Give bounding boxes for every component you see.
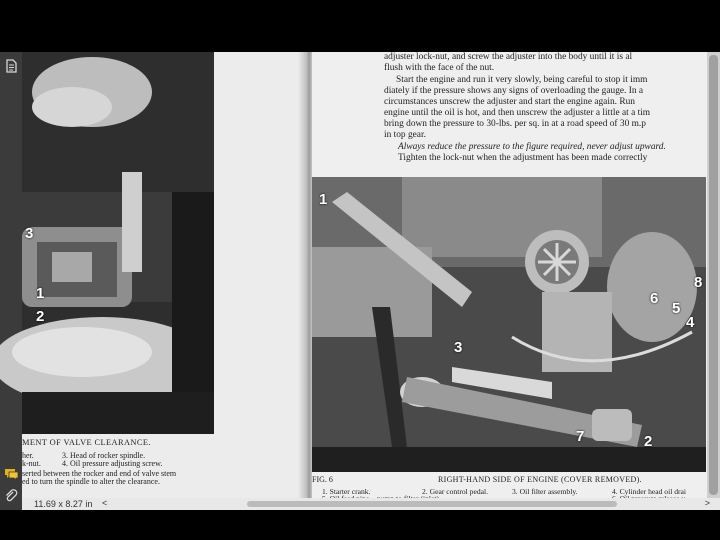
engine-photo bbox=[312, 177, 706, 472]
left-callout-1: 1 bbox=[36, 285, 45, 302]
body-line: circumstances unscrew the adjuster and start the engine again. Run bbox=[384, 97, 635, 107]
vertical-scroll-thumb[interactable] bbox=[709, 55, 718, 495]
right-callout-3: 3 bbox=[454, 339, 463, 356]
page-size-label: 11.69 x 8.27 in bbox=[34, 499, 93, 509]
body-line: Always reduce the pressure to the figure required, never adjust upward. bbox=[398, 142, 666, 152]
left-caption-line: 4. Oil pressure adjusting screw. bbox=[62, 459, 163, 468]
horizontal-scroll-thumb[interactable] bbox=[247, 501, 617, 507]
legend-item: 2. Gear control pedal. bbox=[422, 487, 488, 496]
legend-item: 3. Oil filter assembly. bbox=[512, 487, 578, 496]
body-line: bring down the pressure to 30-lbs. per sq. in at a road speed of 30 m.p bbox=[384, 119, 646, 129]
sidebar bbox=[0, 52, 22, 510]
left-caption-line: serted between the rocker and end of valve stem bbox=[22, 469, 177, 478]
scroll-right-arrow[interactable]: > bbox=[704, 498, 710, 508]
legend-item: 1. Starter crank. bbox=[322, 487, 371, 496]
pages-icon[interactable] bbox=[3, 58, 19, 74]
left-caption-line: k-nut. bbox=[22, 459, 41, 468]
left-caption-line: 3. Head of rocker spindle. bbox=[62, 451, 146, 460]
attachment-icon[interactable] bbox=[3, 488, 19, 504]
body-line: in top gear. bbox=[384, 130, 426, 140]
body-line: flush with the face of the nut. bbox=[384, 63, 495, 73]
right-callout-5: 5 bbox=[672, 300, 681, 317]
body-line: adjuster lock-nut, and screw the adjuster into the body until it is al bbox=[384, 52, 633, 62]
legend-item: 4. Cylinder head oil drai bbox=[612, 487, 687, 496]
bottom-black-bar bbox=[0, 510, 720, 540]
right-callout-1: 1 bbox=[319, 191, 328, 208]
body-line: Start the engine and run it very slowly, being careful to stop it imm bbox=[396, 75, 648, 85]
document-viewer[interactable] bbox=[22, 52, 720, 498]
left-callout-2: 2 bbox=[36, 308, 45, 325]
left-caption-line: ed to turn the spindle to alter the clearance. bbox=[22, 477, 160, 486]
right-callout-7: 7 bbox=[576, 428, 585, 445]
right-callout-6: 6 bbox=[650, 290, 659, 307]
left-callout-3: 3 bbox=[25, 225, 34, 242]
scroll-left-arrow[interactable]: < bbox=[102, 498, 108, 508]
left-page bbox=[22, 52, 307, 498]
left-caption-line: her. bbox=[22, 451, 34, 460]
left-caption-title: MENT OF VALVE CLEARANCE. bbox=[22, 438, 151, 447]
valve-clearance-photo bbox=[22, 52, 214, 434]
body-line: Tighten the lock-nut when the adjustment has been made correctly bbox=[398, 153, 648, 163]
fig-title: RIGHT-HAND SIDE OF ENGINE (COVER REMOVED). bbox=[438, 475, 642, 484]
right-callout-4: 4 bbox=[686, 314, 695, 331]
right-callout-2: 2 bbox=[644, 433, 653, 450]
body-line: engine until the oil is hot, and then unscrew the adjuster a little at a tim bbox=[384, 108, 651, 118]
fig-label: FIG. 6 bbox=[312, 475, 333, 484]
status-bar bbox=[22, 498, 720, 510]
body-line: diately if the pressure shows any signs of overloading the gauge. In a bbox=[384, 86, 644, 96]
right-callout-8: 8 bbox=[694, 274, 703, 291]
top-black-bar bbox=[0, 0, 720, 52]
comment-icon[interactable] bbox=[3, 466, 19, 482]
vertical-scrollbar[interactable] bbox=[707, 52, 720, 498]
